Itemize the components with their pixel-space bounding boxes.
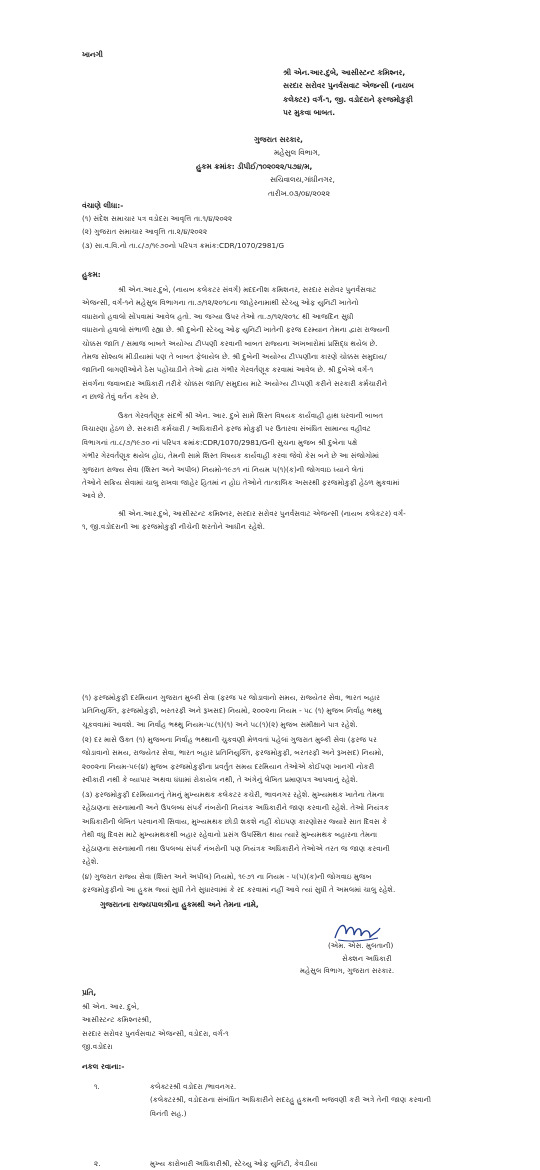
- text-line: રહેઠાણના સરનામાની અને ઉપલબ્ધ સંપર્ક નંબરોની નિયંત્રક અધિકારીને જાણ કરવાની રહેશે. તેઓ નિયંત્રક: [82, 803, 389, 813]
- text-line: ગંભીર ગેરવર્તણૂક થયેલ હોઇ, તેમની સામે શિસ્ત વિષયક કાર્યવાહી કરવા જેવો કેસ બને છે આ સંજોગોમાં: [82, 451, 379, 461]
- governor-order-line: ગુજરાતના રાજ્યપાલશ્રીના હુકમથી અને તેમના નામે,: [100, 900, 259, 909]
- text-line: રહેશે.: [82, 857, 99, 867]
- text-line: આવે છે.: [82, 491, 106, 501]
- copy-label: નકલ રવાના:-: [82, 1062, 125, 1071]
- subject-line: પર મુકવા બાબત.: [283, 108, 336, 118]
- reference-item: (૩) સા.વ.વિ.નો તા.૮/૭/૧૯૭૦નો પરિપત્ર ક્રમાંક:CDR/1070/2981/G: [82, 240, 285, 250]
- condition-2: [82, 733, 502, 787]
- text-line: રહેઠાણના સરનામાની તથા ઉપલબ્ધ સંપર્ક નંબરોની પણ નિયંત્રક અધિકારીને તેઓએ તરત જ જાણ કરવાની: [82, 843, 390, 853]
- condition-1: [82, 691, 502, 731]
- copy-line: વિનંતી સહ.): [150, 1108, 187, 1118]
- issuer-block: [196, 133, 396, 200]
- text-line: શ્રી એન.આર.દુબે, (નાયબ કલેકટર સંવર્ગ) મદદનીશ કમિશનર, સરદાર સરોવર પુનર્વસવાટ: [118, 285, 377, 294]
- text-line: ગુજરાત રાજ્ય સેવા (શિસ્ત અને અપીલ) નિયમો-૧૯૭૧ નાં નિયમ ૫(૧)(ક)ની જોગવાઇ ધ્યાને લેતાં: [82, 464, 364, 474]
- recipient-block: [82, 1000, 502, 1054]
- text-line: (૪) ગુજરાત રાજ્ય સેવા (શિસ્ત અને અપીલ) નિયમો, ૧૯૭૧ ના નિયમ - ૫(૫)(ક)ની જોગવાઇ મુજબ: [82, 872, 372, 881]
- order-paragraph-3: [82, 507, 502, 534]
- copy-number: ૨.: [94, 1159, 101, 1168]
- copy-line: (કલેક્ટરશ્રી, વડોદરાના સંબંધિત અધિકારીને સદરહુ હુકમની બજવણી કરી અત્રે તેની જાણ કરવાની: [150, 1095, 432, 1105]
- text-line: (૨) દર માસે ઉક્ત (૧) મુજબના નિર્વાહ ભથ્થાની ચુકવણી મેળવતાં પહેલાં ગુજરાત મુલ્કી સેવા (ફરજ પર: [82, 735, 377, 744]
- text-line: તેથી વધુ દિવસ માટે મુખ્યમથકથી બહાર રહેવાનો પ્રસંગ ઉપસ્થિત થાય ત્યારે મુખ્યમથક બહારના તેમના: [82, 830, 378, 840]
- text-line: વિભાગનાં તા.૮/૭/૧૯૭૦ નાં પરિપત્ર ક્રમાંક:CDR/1070/2981/Gની સુચના મુજબ શ્રી દુબેના પક્ષે: [82, 437, 358, 447]
- text-line: સ્વીકારી નથી કે વ્યાપાર અથવા ધંધામાં રોકાયેલ નથી, તે અંગેનું લેખિત પ્રમાણપત્ર આપવાનું રહેશે.: [82, 775, 358, 785]
- text-line: ૨૦૦૨ના નિયમ-૫૯(૪) મુજબ ફરજમોકુફીના પ્રવર્તુત સમય દરમિયાન તેઓએ કોઈપણ ખાનગી નોકરી: [82, 761, 375, 771]
- text-line: શ્રી એન.આર.દુબે, આસીસ્ટન્ટ કમિશ્નર, સરદાર સરોવર પુનર્વસવાટ એજન્સી (નાયબ કલેકટર) વર્ગ-: [118, 509, 406, 518]
- text-line: તેઓને સક્રિય સેવામાં ચાલુ રાખવા જાહેર હિતમાં ન હોઇ તેઓને તાત્કાલિક અસરથી ફરજમોકુફી હેઠળ મુકવામાં: [82, 478, 400, 488]
- subject-line: શ્રી એન.આર.દુબે, આસીસ્ટન્ટ કમિશ્નર,: [283, 68, 406, 77]
- text-line: ચોક્કસ જાતિ / સમાજ બાબતે અયોગ્ય ટીપ્પણી કરવાની બાબત રાજ્યના અખબારોમાં પ્રસિદ્ધ થયેલ છે.: [82, 338, 378, 348]
- signatory-title: સેક્શન અધિકારી: [342, 953, 392, 963]
- text-line: સંવર્ગના જવાબદાર અધિકારી તરીકે ચોક્કસ જાતિ/ સમુદાય માટે અયોગ્ય ટીપ્પણી કરીને સરકારી કર્મચારીને: [82, 378, 388, 388]
- order-paragraph-2: [82, 409, 502, 503]
- to-label: પ્રતિ,: [82, 988, 97, 997]
- text-line: ૧, જી.વડોદરાની આ ફરજમોકુફી નીચેની શરતોને આધીન રહેશે.: [82, 522, 265, 532]
- order-number: હુકમ ક્રમાંક: ડીપીઈ/૧૦૨૦૨૨/૫૭૪/મ,: [196, 161, 313, 171]
- text-line: વિચારણા હેઠળ છે. સરકારી કર્મચારી / અધિકારીને ફરજ મોકુફી પર ઉતારવા સંબંધિત સામાન્ય વહીવટ: [82, 424, 371, 434]
- issuer-government: ગુજરાત સરકાર,: [254, 135, 303, 144]
- reference-item: (૧) સંદેશ સમાચાર પત્ર વડોદરા આવૃત્તિ તા.૧/૪/૨૦૨૨: [82, 214, 233, 223]
- text-line: જોડાવાનો સમય, રાજ્યેતર સેવા, ભારત બહાર પ્રતિનિયુક્તિ, ફરજમોકુફી, બરતરફી અને રૂખસદ) નિયમો,: [82, 748, 384, 758]
- subject-line: કલેક્ટર) વર્ગ-૧, જી. વડોદરાને ફરજમોકુફી: [283, 94, 413, 104]
- recipient-line: જી.વડોદરા: [82, 1042, 113, 1052]
- copy-item: [150, 1157, 510, 1170]
- copy-number: ૧.: [94, 1082, 100, 1091]
- text-line: ન છાજે તેવું વર્તન કરેલ છે.: [82, 392, 159, 402]
- text-line: (૩) ફરજમોકુફી દરમિયાનનું તેમનું મુખ્યમથક કલેકટર કચેરી, ભાવનગર રહેશે. મુખ્યમથક ખાતેના તેમના: [82, 790, 385, 799]
- signatory-department: મહેસુલ વિભાગ, ગુજરાત સરકાર.: [300, 966, 395, 976]
- subject-block: [283, 66, 498, 120]
- text-line: ફરજમોકુફીનો આ હુકમ જ્યાં સુધી તેને સુધારવામાં કે રદ કરવામાં નહીં આવે ત્યાં સુધી તે અમલમાં ચાલુ રહેશે.: [82, 885, 396, 895]
- text-line: વધારાનો હવાલો સંભાળી રહ્યા છે. શ્રી દુબેની સ્ટેચ્યુ ઓફ યુનિટી ખાતેની ફરજ દરમ્યાન તેમના દ્વારા રાજ્યની: [82, 325, 390, 335]
- recipient-line: શ્રી એન. આર. દુબે,: [82, 1002, 140, 1011]
- signatory-name: (એમ. એસ. મુલતાની): [328, 941, 394, 950]
- subject-line: સરદાર સરોવર પુનર્વસવાટ એજન્સી (નાયબ: [283, 81, 414, 91]
- text-line: અધિકારીની લેખિત પરવાનગી સિવાય, મુખ્યમથક છોડી શકશે નહીં કોઇપણ કારણોસર જ્યારે સાત દિવસ કે: [82, 816, 387, 826]
- issuer-department: મહેસુલ વિભાગ,: [274, 148, 321, 158]
- order-label: હુકમ:: [82, 270, 101, 279]
- condition-4: [82, 870, 502, 897]
- text-line: ચૂકવવામાં આવશે. આ નિર્વાહ ભથ્થુ નિયમ-૫૮(૧)(૧) અને ૫૮(૧)(૨) મુજબ સમીક્ષાને પાત્ર રહેશે.: [82, 719, 358, 729]
- recipient-line: આસીસ્ટન્ટ કમિશ્નરશ્રી,: [82, 1015, 152, 1025]
- text-line: પ્રતિનિયુક્તિ, ફરજમોકુફી, બરતરફી અને રૂખસદ) નિયમો, ૨૦૦૨ના નિયમ - ૫૮ (૧) મુજબ નિર્વાહ ભથ્થુ: [82, 706, 382, 716]
- recipient-line: સરદાર સરોવર પુનર્વસવાટ એજન્સી, વડોદરા, વર્ગ-૧: [82, 1028, 229, 1038]
- reference-item: (૨) ગુજરાત સમાચાર આવૃત્તિ તા.૨/૪/૨૦૨૨: [82, 227, 208, 237]
- confidential-label: ખાનગી: [82, 50, 103, 59]
- text-line: (૧) ફરજમોકુફી દરમિયાન ગુજરાત મુલ્કી સેવા (ફરજ પર જોડાવાનો સમય, રાજ્યેતર સેવા, ભારત બહાર: [82, 693, 380, 702]
- page-gap: [0, 622, 540, 660]
- order-date: તારીખ.૦૩/૦૪/૨૦૨૨: [268, 188, 330, 198]
- document-page-2: [0, 660, 540, 1170]
- reference-list: [82, 212, 502, 252]
- text-line: જાતિની લાગણીઓને ઠેસ પહોંચાડીને તેઓ દ્વારા ગંભીર ગેરવર્તણૂક કરવામાં આવેલ છે. શ્રી દુબેએ વર્ગ-૧: [82, 365, 374, 375]
- copy-line: કલેક્ટરશ્રી વડોદરા /ભાવનગર.: [150, 1082, 237, 1091]
- text-line: વધારાનો હવાલો સોંપવામાં આવેલ હતો. આ જગ્યા ઉપર તેઓ તા.૭/૧૨/૨૦૧૮ થી આજદિન સુધી: [82, 311, 354, 321]
- order-paragraph-1: [82, 283, 502, 404]
- signatory-block: [300, 940, 500, 978]
- copy-line: મુખ્ય કારોબારી અધિકારીશ્રી, સ્ટેચ્યુ ઓફ યુનિટી, કેવડીયા: [150, 1159, 318, 1168]
- text-line: તેમજ સોશ્યલ મીડીયામાં પણ તે બાબત ફેલાયેલ છે. શ્રી દુબેની અયોગ્ય ટીપ્પણીના કારણે ચોક્કસ સમુદાય/: [82, 352, 387, 362]
- copy-item: [150, 1080, 510, 1120]
- text-line: એજન્સી, વર્ગ-૧ને મહેસુલ વિભાગના તા.૭/૧૨/૨૦૧૮ના જાહેરનામાથી સ્ટેચ્યુ ઓફ યુનિટી ખાતેનો: [82, 298, 359, 308]
- condition-3: [82, 788, 502, 868]
- read-label: વંચાણે લીધા:-: [82, 201, 124, 210]
- issuer-address: સચિવાલય,ગાંધીનગર,: [270, 175, 335, 185]
- text-line: ઉક્ત ગેરવર્તણૂક સંદર્ભે શ્રી એન. આર. દુબે સામે શિસ્ત વિષયક કાર્યવાહી હાથ ધરવાની બાબત: [118, 411, 384, 420]
